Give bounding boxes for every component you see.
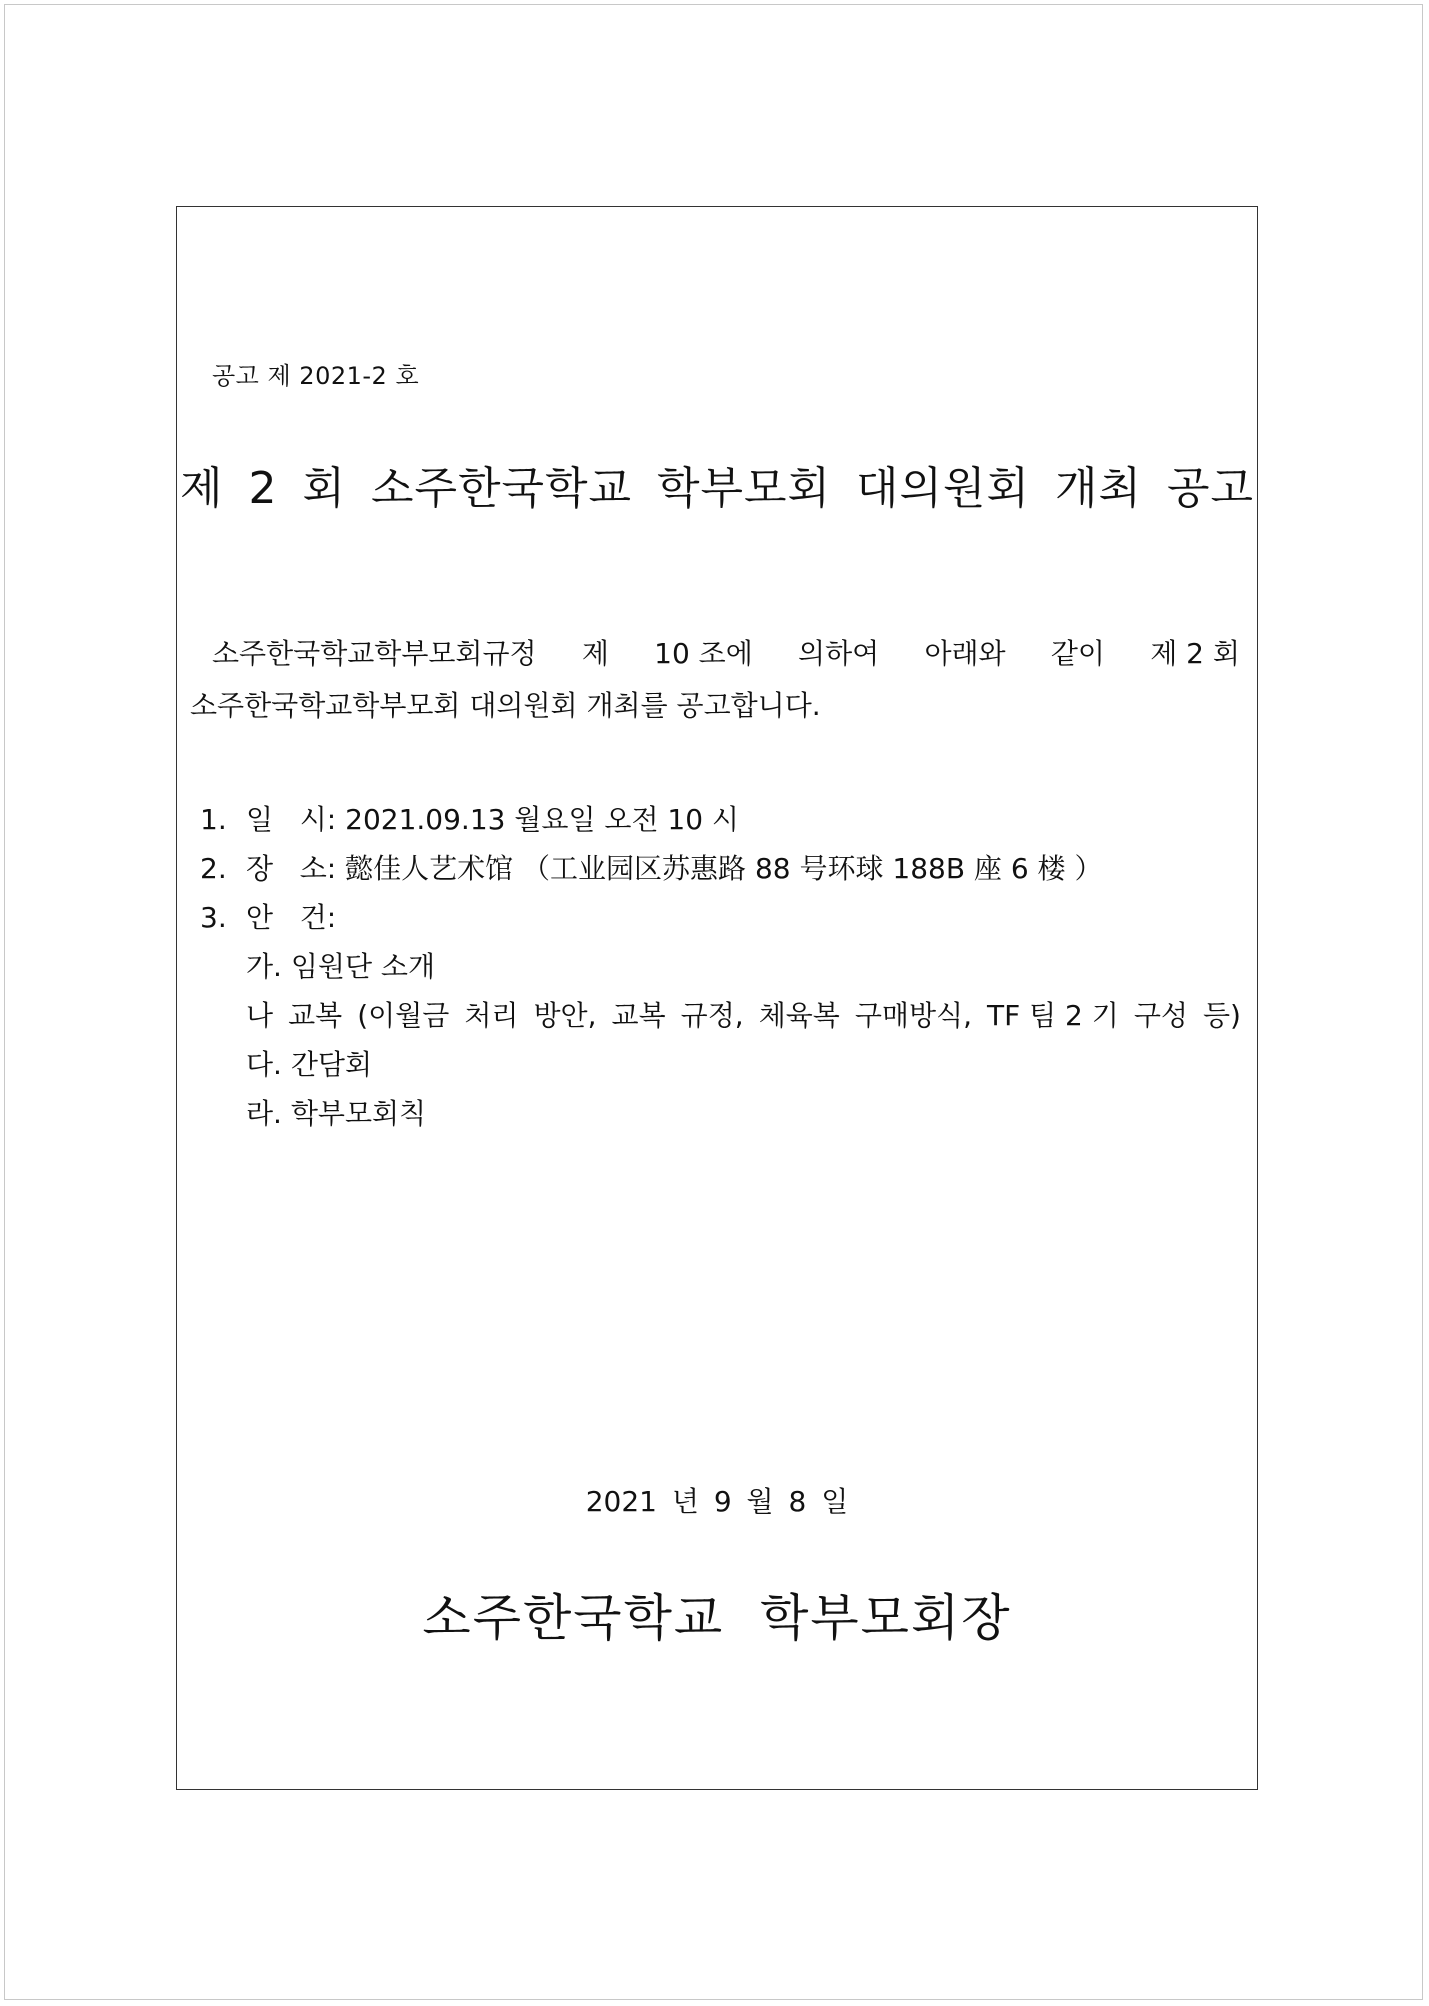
item-number: 1. xyxy=(200,803,227,836)
agenda-word: 교복 xyxy=(288,999,343,1032)
notice-items xyxy=(200,795,1245,1138)
agenda-word: 방안, xyxy=(533,999,597,1032)
intro-line-1 xyxy=(190,628,1240,680)
item-label: 장 소: xyxy=(246,852,337,885)
intro-word: 제 2 회 xyxy=(1150,637,1240,670)
intro-word: 의하여 xyxy=(798,637,880,670)
document-title: 제 2 회 소주한국학교 학부모회 대의원회 개최 공고 xyxy=(180,463,1254,514)
agenda-word: TF 팀 2 기 xyxy=(987,999,1119,1032)
agenda-word: 나 xyxy=(246,999,274,1032)
intro-word: 같이 xyxy=(1050,637,1105,670)
agenda-word: 규정, xyxy=(680,999,744,1032)
agenda-word: 처리 xyxy=(464,999,519,1032)
signature: 소주한국학교 학부모회장 xyxy=(422,1589,1012,1647)
intro-word: 제 xyxy=(581,637,609,670)
item-number: 2. xyxy=(200,852,227,885)
intro-word: 소주한국학교학부모회규정 xyxy=(212,637,537,670)
agenda-word: 구성 xyxy=(1133,999,1188,1032)
item-label: 일 시: xyxy=(246,803,337,836)
agenda-word: 구매방식, xyxy=(854,999,972,1032)
intro-line-2: 소주한국학교학부모회 대의원회 개최를 공고합니다. xyxy=(190,689,821,722)
notice-number: 공고 제 2021-2 호 xyxy=(212,362,420,390)
item-number: 3. xyxy=(200,901,227,934)
intro-paragraph xyxy=(190,628,1240,732)
intro-word: 아래와 xyxy=(924,637,1006,670)
item-location xyxy=(200,844,1245,893)
agenda-item-na xyxy=(246,991,1241,1040)
agenda-item-da: 다. 간담회 xyxy=(246,1048,372,1081)
agenda-item-ra: 라. 학부모회칙 xyxy=(246,1097,427,1130)
agenda-word: 교복 xyxy=(611,999,666,1032)
item-label: 안 건: xyxy=(246,901,337,934)
document-date: 2021 년 9 월 8 일 xyxy=(585,1485,849,1518)
agenda-word: 등) xyxy=(1203,999,1241,1032)
item-value: 懿佳人艺术馆 （工业园区苏惠路 88 号环球 188B 座 6 楼 ） xyxy=(345,852,1103,885)
item-agenda xyxy=(200,893,1245,942)
item-value: 2021.09.13 월요일 오전 10 시 xyxy=(345,803,739,836)
item-datetime xyxy=(200,795,1245,844)
intro-word: 10 조에 xyxy=(654,637,753,670)
agenda-sub-items xyxy=(200,942,1245,1138)
agenda-item-ga: 가. 임원단 소개 xyxy=(246,950,435,983)
agenda-word: 체육복 xyxy=(758,999,840,1032)
agenda-word: (이월금 xyxy=(357,999,450,1032)
